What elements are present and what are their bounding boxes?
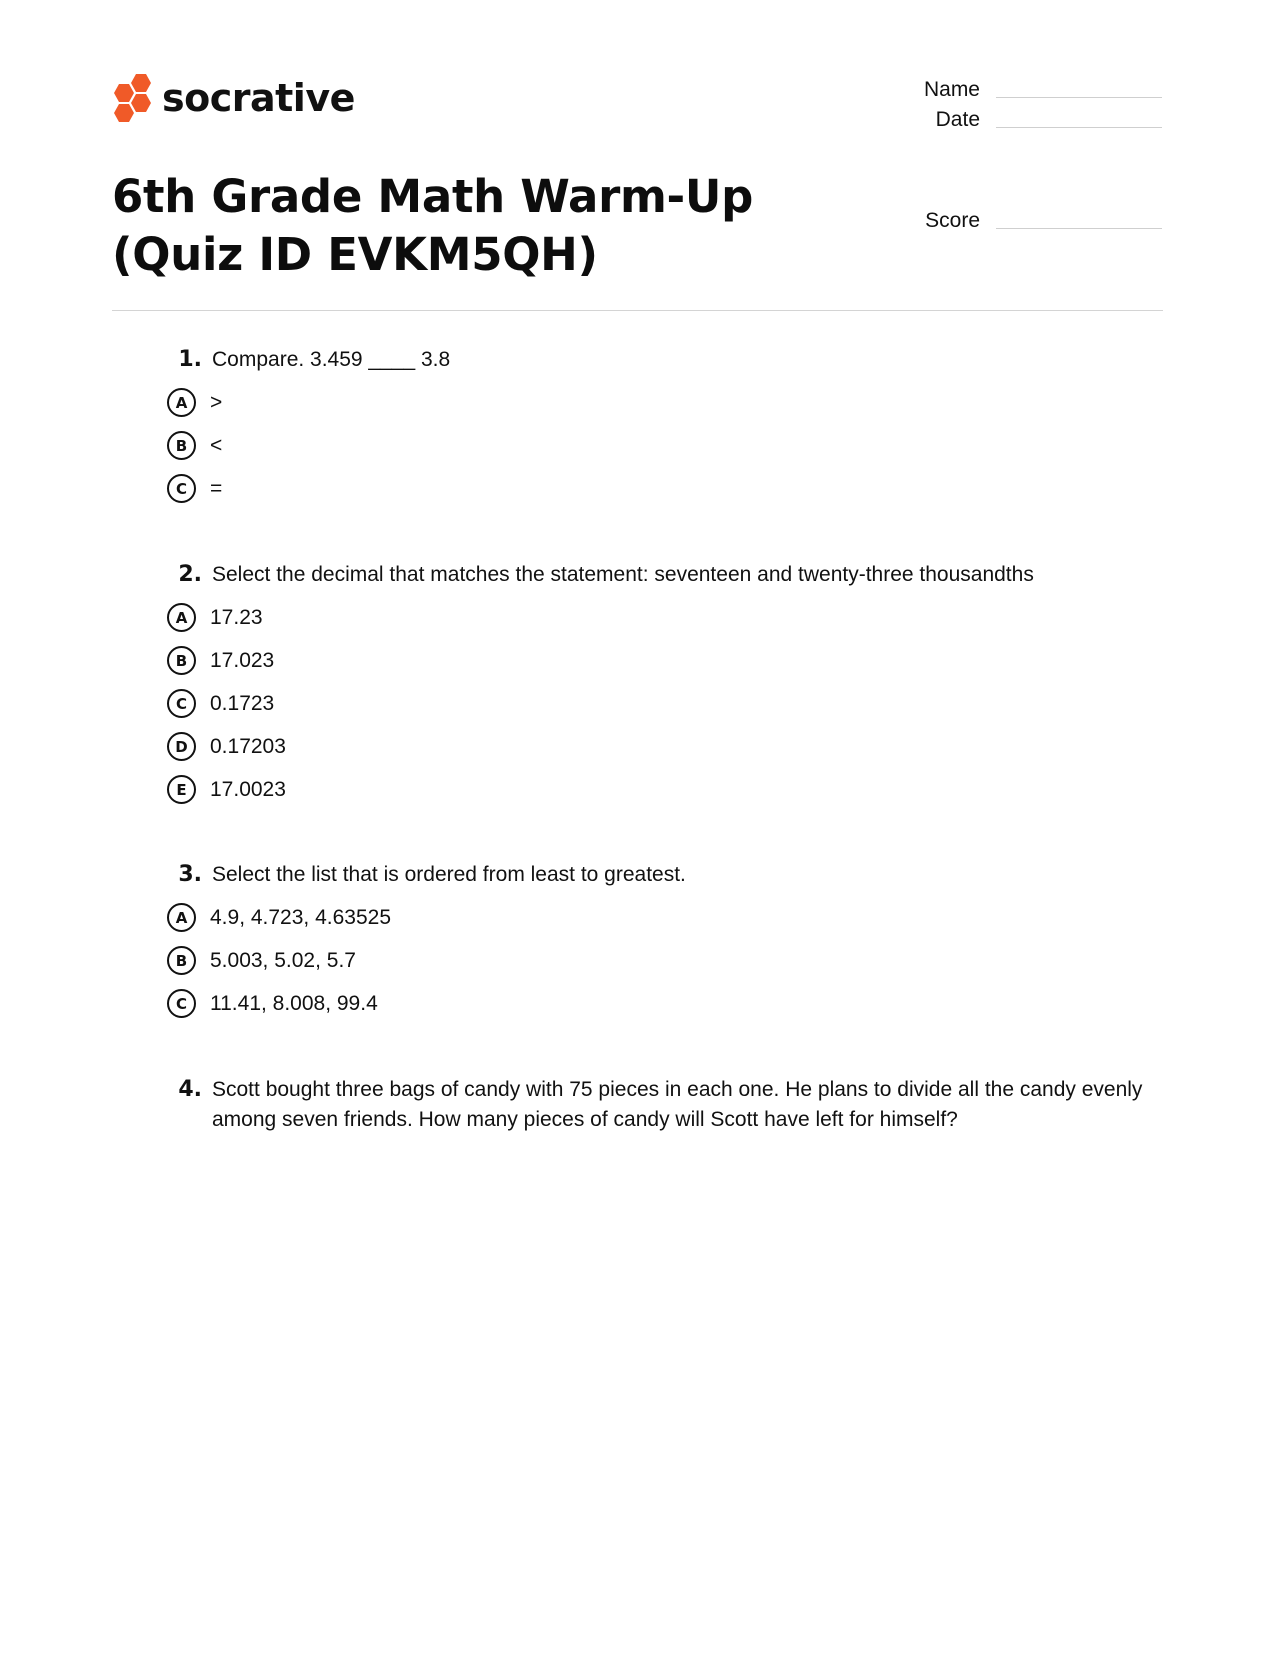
option-bubble[interactable]: C <box>167 989 196 1018</box>
option-b[interactable] <box>165 639 1145 682</box>
option-e[interactable] <box>165 768 1145 811</box>
date-field[interactable] <box>900 108 1162 132</box>
option-b[interactable] <box>165 939 1145 982</box>
score-label: Score <box>925 209 980 232</box>
question-1 <box>165 345 1145 510</box>
name-blank-line[interactable] <box>996 97 1162 98</box>
option-text: = <box>210 476 223 500</box>
option-text: 11.41, 8.008, 99.4 <box>210 991 378 1015</box>
option-bubble[interactable]: B <box>167 431 196 460</box>
option-bubble[interactable]: C <box>167 689 196 718</box>
option-bubble[interactable]: A <box>167 388 196 417</box>
option-bubble[interactable]: A <box>167 603 196 632</box>
option-c[interactable] <box>165 467 1145 510</box>
option-d[interactable] <box>165 725 1145 768</box>
question-number: 3. <box>178 862 202 887</box>
option-a[interactable] <box>165 596 1145 639</box>
answer-options <box>165 896 1145 1025</box>
option-c[interactable] <box>165 982 1145 1025</box>
question-2 <box>165 560 1145 811</box>
option-a[interactable] <box>165 896 1145 939</box>
option-a[interactable] <box>165 381 1145 424</box>
name-label: Name <box>923 78 980 101</box>
option-bubble[interactable]: B <box>167 946 196 975</box>
question-3 <box>165 860 1145 1025</box>
option-text: 17.0023 <box>210 777 286 801</box>
question-number: 4. <box>178 1077 202 1102</box>
option-b[interactable] <box>165 424 1145 467</box>
date-blank-line[interactable] <box>996 127 1162 128</box>
header-divider <box>112 310 1163 311</box>
option-text: 17.23 <box>210 605 263 629</box>
question-text: Select the decimal that matches the statement: seventeen and twenty-three thousandths <box>212 563 1034 586</box>
question-text: Select the list that is ordered from least to greatest. <box>212 863 686 886</box>
option-bubble[interactable]: B <box>167 646 196 675</box>
option-bubble[interactable]: C <box>167 474 196 503</box>
option-text: > <box>210 390 223 414</box>
option-bubble[interactable]: A <box>167 903 196 932</box>
option-text: 4.9, 4.723, 4.63525 <box>210 905 391 929</box>
option-text: 5.003, 5.02, 5.7 <box>210 948 356 972</box>
brand-wordmark: socrative <box>162 76 355 120</box>
question-number: 1. <box>178 347 202 372</box>
option-text: 17.023 <box>210 648 275 672</box>
answer-options <box>165 596 1145 811</box>
option-text: < <box>210 433 223 457</box>
option-text: 0.17203 <box>210 734 286 758</box>
hexagon-cluster-icon <box>112 72 152 124</box>
question-text: Scott bought three bags of candy with 75 pieces in each one. He plans to divide all the candy evenly among seven friends. How many pieces of candy will Scott have left for himself? <box>212 1078 1143 1131</box>
question-4 <box>165 1075 1145 1135</box>
socrative-logo <box>112 72 355 124</box>
date-label: Date <box>935 108 980 131</box>
score-field[interactable] <box>900 209 1162 233</box>
quiz-title: 6th Grade Math Warm-Up (Quiz ID EVKM5QH) <box>112 170 754 281</box>
score-blank-line[interactable] <box>996 228 1162 229</box>
answer-options <box>165 381 1145 510</box>
name-field[interactable] <box>900 78 1162 102</box>
question-number: 2. <box>178 562 202 587</box>
option-c[interactable] <box>165 682 1145 725</box>
option-bubble[interactable]: E <box>167 775 196 804</box>
question-text: Compare. 3.459 ____ 3.8 <box>212 348 451 371</box>
option-text: 0.1723 <box>210 691 275 715</box>
option-bubble[interactable]: D <box>167 732 196 761</box>
